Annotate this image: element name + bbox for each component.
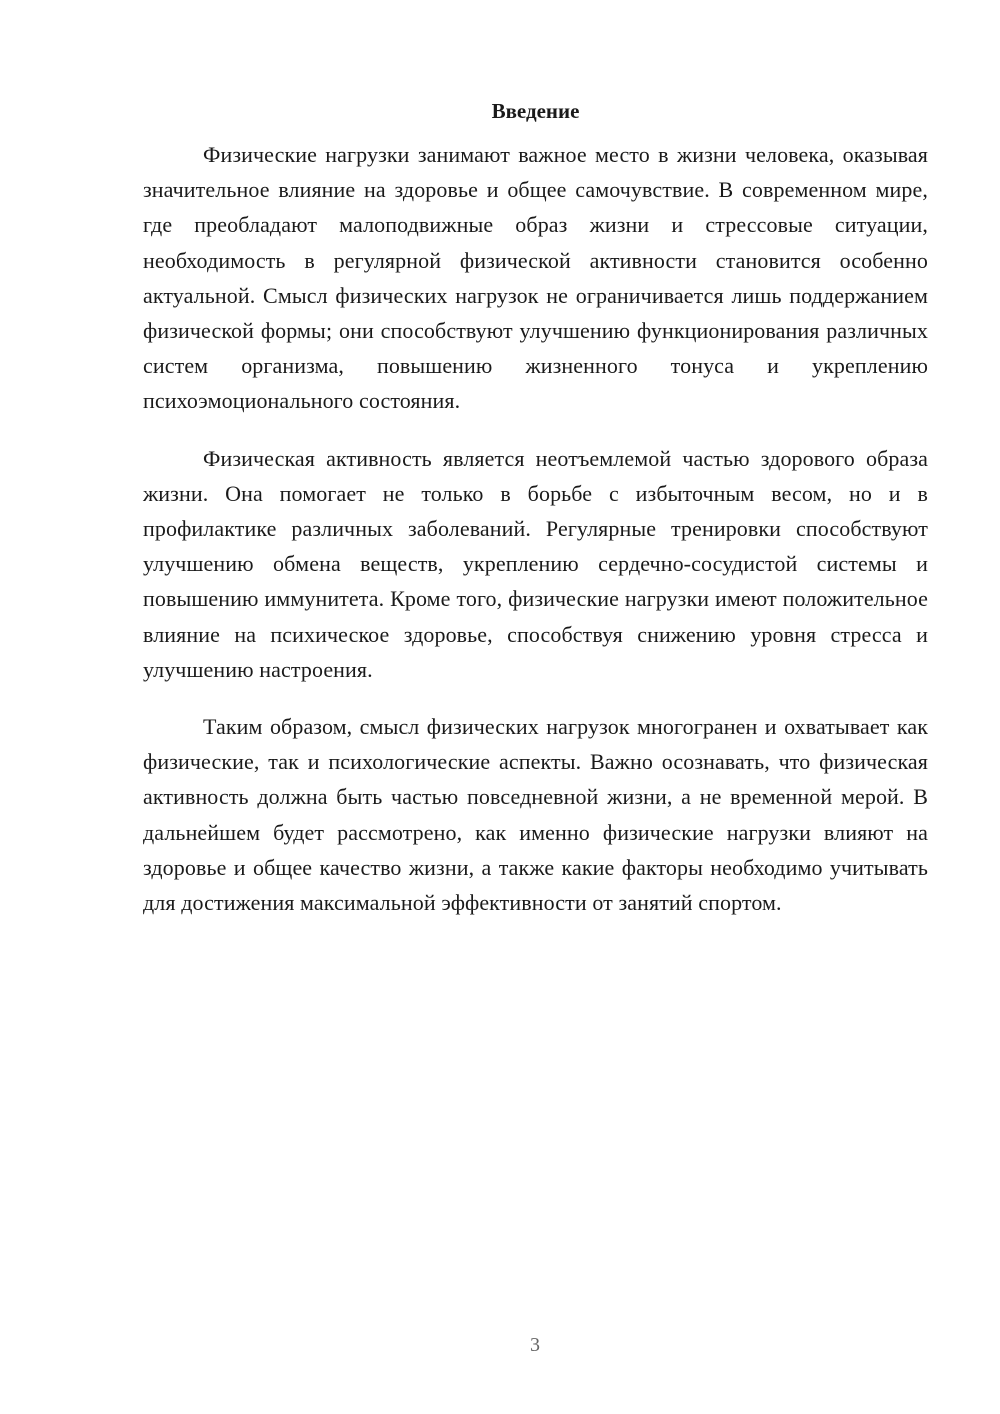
page-number: 3: [530, 1334, 540, 1356]
paragraph-1: Физические нагрузки занимают важное место в жизни человека, оказывая значительное влияние на здоровье и общее самочувствие. В современном мире, где преобладают малоподвижные образ жизни и стрессовые ситуации, необходимость в регулярной физической активности становится особенно актуальной. Смысл физических нагрузок не ограничивается лишь поддержанием физической формы; они способствуют улучшению функционирования различных систем организма, повышению жизненного тонуса и укреплению психоэмоционального состояния.: [143, 142, 928, 414]
paragraph-2: Физическая активность является неотъемлемой частью здорового образа жизни. Она помогает не только в борьбе с избыточным весом, но и в профилактике различных заболеваний. Регулярные тренировки способствуют улучшению обмена веществ, укреплению сердечно-сосудистой системы и повышению иммунитета. Кроме того, физические нагрузки имеют положительное влияние на психическое здоровье, способствуя снижению уровня стресса и улучшению настроения.: [143, 445, 928, 682]
section-title: Введение: [491, 99, 580, 123]
paragraph-3: Таким образом, смысл физических нагрузок многогранен и охватывает как физические, так и психологические аспекты. Важно осознавать, что физическая активность должна быть частью повседневной жизни, а не временной мерой. В дальнейшем будет рассмотрено, как именно физические нагрузки влияют на здоровье и общее качество жизни, а также какие факторы необходимо учитывать для достижения максимальной эффективности от занятий спортом.: [143, 714, 928, 916]
document-body: [143, 97, 928, 942]
